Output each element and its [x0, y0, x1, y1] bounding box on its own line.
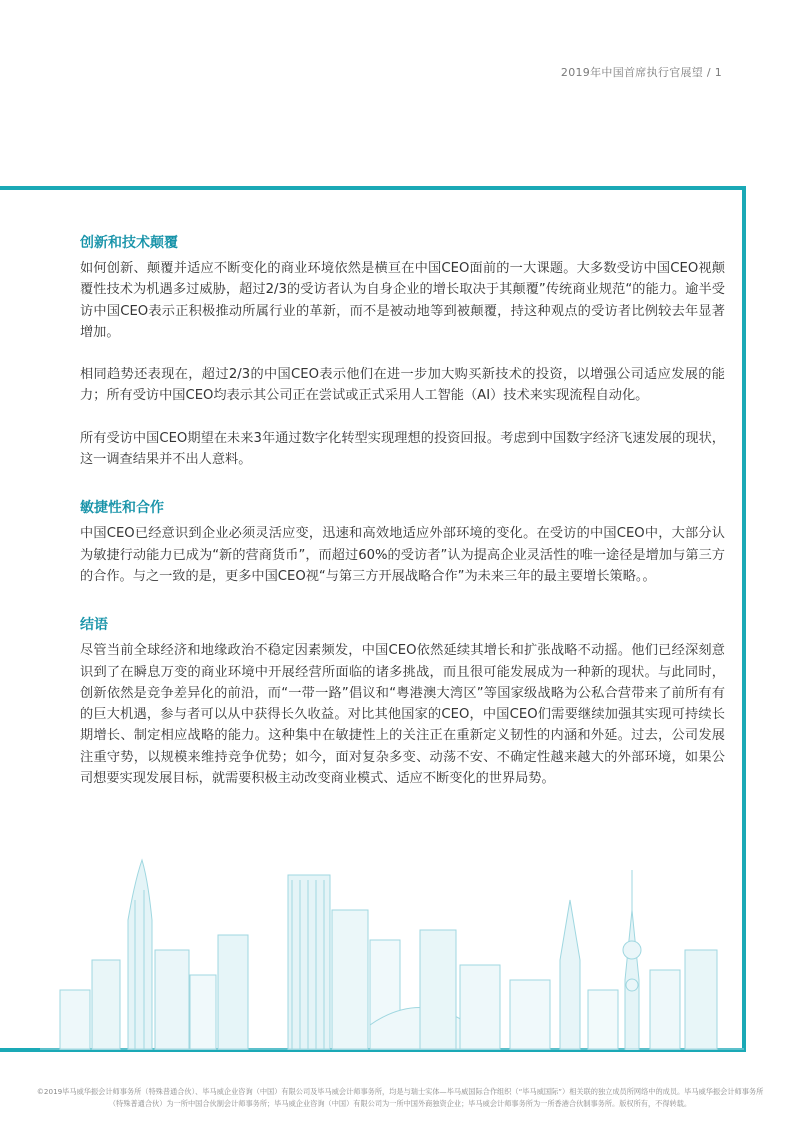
paragraph: 尽管当前全球经济和地缘政治不稳定因素频发，中国CEO依然延续其增长和扩张战略不动摇。他们已经深刻意识到了在瞬息万变的商业环境中开展经营所面临的诸多挑战，而且很可能发展成为一种新的现状。与此同时，创新依然是竞争差异化的前沿，而“一带一路”倡议和“粤港澳大湾区”等国家级战略为公私合营带来了前所有有的巨大机遇，参与者可以从中获得长久收益。对比其他国家的CEO，中国CEO们需要继续加强其实现可持续长期增长、制定相应战略的能力。这种集中在敏捷性上的关注正在重新定义韧性的内涵和外延。过去，公司发展注重守势，以规模来维持竞争优势；如今，面对复杂多变、动荡不安、不确定性越来越大的外部环境，如果公司想要实现发展目标，就需要积极主动改变商业模式、适应不断变化的世界局势。 — [80, 643, 725, 787]
section-title: 敏捷性和合作 — [80, 500, 164, 517]
city-skyline-illustration — [40, 840, 744, 1050]
section-conclusion — [80, 614, 725, 789]
section-title: 结语 — [80, 617, 108, 634]
paragraph: 如何创新、颠覆并适应不断变化的商业环境依然是横亘在中国CEO面前的一大课题。大多数受访中国CEO视颠覆性技术为机遇多过威胁，超过2/3的受访者认为自身企业的增长取决于其颠覆”传统商业规范“的能力。逾半受访中国CEO表示正积极推动所属行业的革新，而不是被动地等到被颠覆，持这种观点的受访者比例较去年显著增加。 — [80, 261, 725, 340]
paragraph: 中国CEO已经意识到企业必须灵活应变，迅速和高效地适应外部环境的变化。在受访的中国CEO中，大部分认为敏捷行动能力已成为“新的营商货币”，而超过60%的受访者”认为提高企业灵活性的唯一途径是增加与第三方的合作。与之一致的是，更多中国CEO视“与第三方开展战略合作”为未来三年的最主要增长策略。。 — [80, 526, 725, 584]
paragraph: 相同趋势还表现在，超过2/3的中国CEO表示他们在进一步加大购买新技术的投资，以增强公司适应发展的能力；所有受访中国CEO均表示其公司正在尝试或正式采用人工智能（AI）技术来实现流程自动化。 — [80, 367, 725, 404]
footer-line: ©2019毕马威华振会计师事务所（特殊普通合伙）、毕马威企业咨询（中国）有限公司及毕马威会计师事务所，均是与瑞士实体—毕马威国际合作组织（“毕马威国际”）相关联的独立成员所网络中的成员。毕马威华振会计师事务所 — [36, 1087, 764, 1096]
paragraph: 所有受访中国CEO期望在未来3年通过数字化转型实现理想的投资回报。考虑到中国数字经济飞速发展的现状，这一调查结果并不出人意料。 — [80, 430, 725, 468]
page-header: 2019年中国首席执行官展望 / 1 — [560, 66, 722, 79]
copyright-footer — [0, 1086, 800, 1110]
footer-line: （特殊普通合伙）为一所中国合伙制会计师事务所；毕马威企业咨询（中国）有限公司为一所中国外商独资企业；毕马威会计师事务所为一所香港合伙制事务所。版权所有，不得转载。 — [108, 1099, 692, 1108]
section-title: 创新和技术颠覆 — [80, 235, 178, 251]
main-content — [80, 232, 725, 810]
section-innovation — [80, 232, 725, 470]
section-agility — [80, 497, 725, 587]
